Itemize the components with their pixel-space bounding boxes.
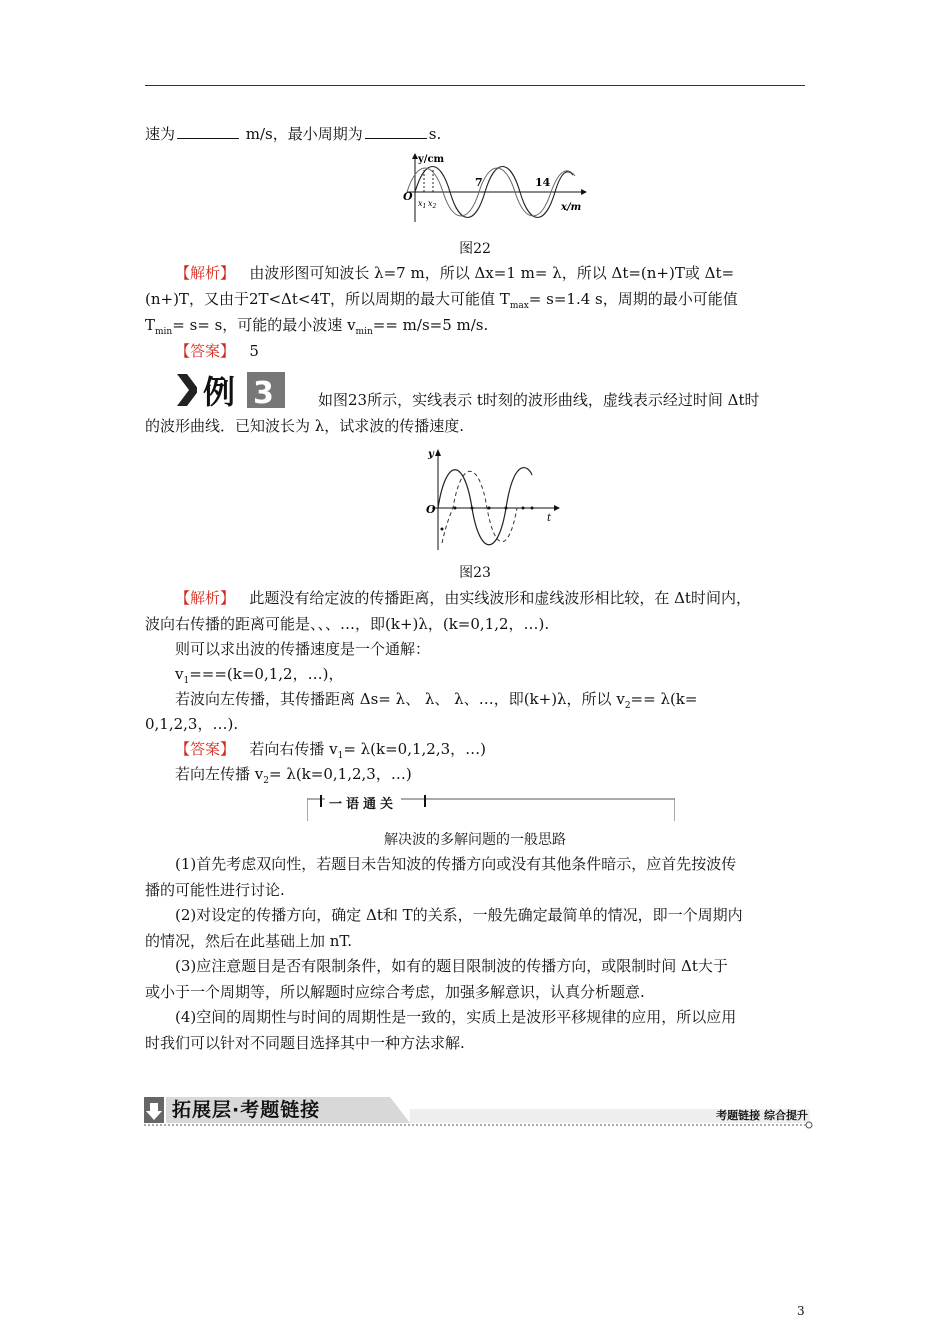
summary-p3-line-2: 或小于一个周期等，所以解题时应综合考虑，加强多解意识，认真分析题意. bbox=[145, 983, 645, 1001]
example-number: 3 bbox=[253, 376, 274, 410]
solution-2-line-6: 0,1,2,3，…). bbox=[145, 715, 239, 733]
figure-23-caption: 图23 bbox=[459, 565, 491, 581]
x1-label: $x_1$ bbox=[418, 199, 427, 210]
solution-1-line-3: $T_{min}= s= s$，可能的最小波速 $v_{min}== m/s=5$ m/s. bbox=[145, 316, 489, 337]
solution-2-line-1: 【解析】 此题没有给定波的传播距离，由实线波形和虚线波形相比较，在 Δt时间内， bbox=[175, 589, 751, 607]
y-axis-label: y/cm bbox=[418, 154, 445, 165]
tick-14: 14 bbox=[535, 176, 551, 189]
solution-2-line-5: 若波向左传播，其传播距离 Δs= λ、 λ、 λ、…，即(k+)λ，所以 $v_2== \lambda(k=$ bbox=[175, 690, 698, 711]
summary-banner bbox=[307, 795, 675, 821]
t-axis-label: t bbox=[547, 513, 552, 524]
figure-22-caption: 图22 bbox=[459, 241, 491, 257]
x-axis-label: x/m bbox=[561, 202, 582, 213]
summary-p2-line-1: (2)对设定的传播方向，确定 Δt和 T的关系，一般先确定最简单的情况，即一个周期内 bbox=[175, 906, 743, 924]
answer-blank bbox=[365, 124, 427, 139]
solution-2-line-3: 则可以求出波的传播速度是一个通解： bbox=[175, 640, 431, 658]
origin-label: O bbox=[426, 503, 436, 516]
question-line: 速为 m/s，最小周期为 s. bbox=[145, 125, 442, 143]
solution-1-line-1: 【解析】 由波形图可知波长 λ=7 m，所以 Δx=1 m= λ，所以 Δt=(n+)T或 Δt= bbox=[175, 264, 735, 282]
solution-2-line-4: $v_1===(k=0,1,2$，…)， bbox=[175, 665, 344, 686]
solution-1-line-2: (n+)T，又由于2T<Δt<4T，所以周期的最大可能值 $T_{max}= s=1.4$ s，周期的最小可能值 bbox=[145, 290, 738, 311]
answer-2-line-1: 【答案】 若向右传播 $v_1= \lambda(k=0,1,2,3$，…) bbox=[175, 740, 486, 761]
answer-blank bbox=[177, 124, 239, 139]
summary-p3-line-1: (3)应注意题目是否有限制条件，如有的题目限制波的传播方向，或限制时间 Δt大于 bbox=[175, 957, 728, 975]
answer-2-line-2: 若向左传播 $v_2= \lambda(k=0,1,2,3$，…) bbox=[175, 765, 412, 786]
extension-section-banner bbox=[142, 1093, 814, 1129]
extension-subtitle: 考题链接 综合提升 bbox=[716, 1109, 808, 1122]
figure-23-wave-graph bbox=[420, 445, 565, 555]
summary-title: 解决波的多解问题的一般思路 bbox=[384, 832, 566, 848]
answer-1: 【答案】 5 bbox=[175, 342, 259, 360]
solution-2-line-2: 波向右传播的距离可能是、、、…，即(k+)λ，(k=0,1,2，…). bbox=[145, 615, 550, 633]
summary-banner-title: 一语通关 bbox=[325, 793, 401, 812]
example-3-line-1: 如图23所示，实线表示 t时刻的波形曲线，虚线表示经过时间 Δt时 bbox=[318, 391, 760, 409]
summary-p1-line-1: (1)首先考虑双向性，若题目未告知波的传播方向或没有其他条件暗示，应首先按波传 bbox=[175, 855, 737, 873]
example-3-line-2: 的波形曲线．已知波长为 λ，试求波的传播速度. bbox=[145, 417, 465, 435]
example-char: 例 bbox=[203, 373, 236, 410]
y-axis-label: y bbox=[428, 449, 434, 460]
header-rule bbox=[145, 85, 805, 86]
example-3-banner bbox=[177, 370, 287, 410]
summary-p4-line-2: 时我们可以针对不同题目选择其中一种方法求解. bbox=[145, 1034, 465, 1052]
tick-7: 7 bbox=[475, 176, 483, 189]
page-number: 3 bbox=[797, 1304, 805, 1318]
x2-label: $x_2$ bbox=[428, 199, 437, 210]
figure-22-wave-graph bbox=[395, 150, 595, 230]
solid-wave bbox=[438, 468, 532, 545]
extension-title: 拓展层·考题链接 bbox=[172, 1099, 321, 1121]
summary-p2-line-2: 的情况，然后在此基础上加 nT. bbox=[145, 932, 352, 950]
summary-p4-line-1: (4)空间的周期性与时间的周期性是一致的，实质上是波形平移规律的应用，所以应用 bbox=[175, 1008, 737, 1026]
summary-p1-line-2: 播的可能性进行讨论. bbox=[145, 881, 285, 899]
origin-label: O bbox=[403, 190, 413, 203]
